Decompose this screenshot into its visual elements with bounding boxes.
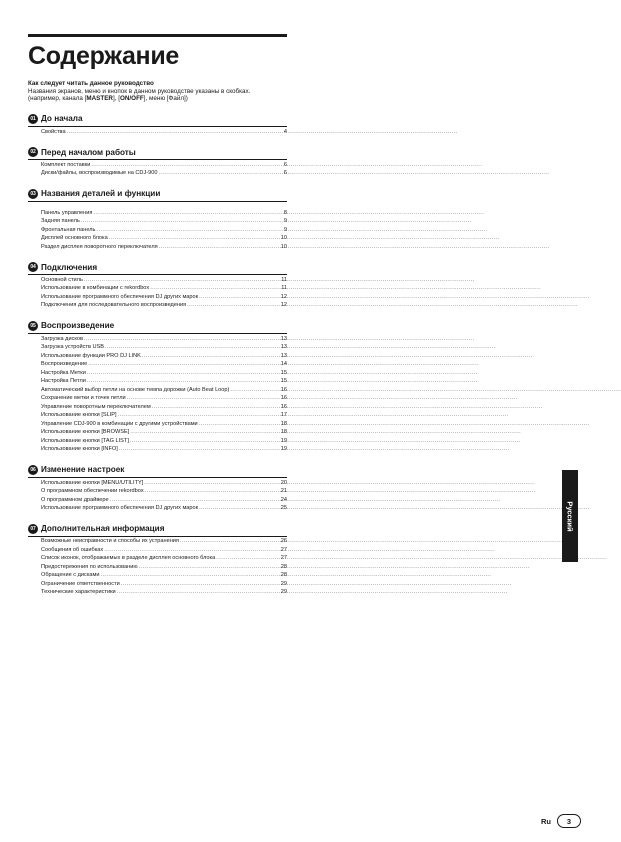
- section-rule: [28, 159, 287, 160]
- toc-entry[interactable]: [28, 301, 287, 310]
- section-heading: [28, 465, 287, 475]
- toc-dot-leader: [110, 496, 280, 505]
- toc-entry[interactable]: [28, 420, 287, 429]
- toc-entry[interactable]: [28, 284, 287, 293]
- toc-dot-leader: [158, 169, 282, 178]
- intro-heading: Как следует читать данное руководство: [28, 80, 154, 87]
- intro-line-2-mid: ], [: [112, 95, 120, 103]
- toc-section: [28, 114, 287, 136]
- toc-entry-label: Свойства: [41, 128, 66, 135]
- toc-entry[interactable]: [28, 437, 287, 446]
- toc-entry[interactable]: [28, 352, 287, 361]
- toc-entry-page: 16: [280, 395, 287, 402]
- toc-entry-label: Предостережения по использованию: [41, 563, 138, 570]
- toc-entry-label: Автоматический выбор петли на основе темпа дорожки (Auto Beat Loop): [41, 386, 230, 393]
- toc-entry[interactable]: [28, 243, 287, 252]
- toc-dot-leader: [180, 537, 280, 546]
- toc-entry[interactable]: [28, 537, 287, 546]
- toc-entry-page: 18: [280, 429, 287, 436]
- section-heading: [28, 524, 287, 534]
- toc-entry[interactable]: [28, 588, 287, 597]
- toc-entry-label: Загрузка устройств USB: [41, 344, 105, 351]
- toc-entry-label: Настройка Петли: [41, 378, 86, 385]
- page-number-badge: 3: [557, 814, 581, 828]
- toc-entry-label: Ограничение ответственности: [41, 580, 120, 587]
- toc-entry[interactable]: [28, 479, 287, 488]
- toc-dot-leader: [152, 403, 280, 412]
- toc-entry[interactable]: [28, 226, 287, 235]
- toc-entry[interactable]: [28, 411, 287, 420]
- toc-entry[interactable]: [28, 217, 287, 226]
- language-tab-label: Русский: [565, 500, 575, 532]
- toc-entry-label: Комплект поставки: [41, 161, 91, 168]
- toc-entry-page: 14: [280, 361, 287, 368]
- toc-section: [28, 465, 287, 513]
- toc-entry[interactable]: [28, 234, 287, 243]
- toc-entry-label: Фронтальная панель: [41, 226, 96, 233]
- toc-entry[interactable]: [28, 580, 287, 589]
- toc-entry[interactable]: [28, 276, 287, 285]
- toc-entry-page: 26: [280, 538, 287, 545]
- toc-entry-label: Технические характеристики: [41, 589, 116, 596]
- toc-dot-leader: [84, 335, 280, 344]
- toc-entry[interactable]: [28, 487, 287, 496]
- toc-entry-page: 15: [280, 378, 287, 385]
- toc-entry-label: Диски/файлы, воспроизводимые на CDJ-900: [41, 170, 158, 177]
- toc-dot-leader: [84, 276, 280, 285]
- section-title: Названия деталей и функции: [41, 189, 161, 199]
- page-title: Содержание: [28, 42, 180, 70]
- toc-entry-page: 29: [280, 580, 287, 587]
- toc-entry-label: Использование кнопки [MENU/UTILITY]: [41, 479, 144, 486]
- toc-entry-page: 6: [283, 161, 287, 168]
- toc-entry-label: Основной стиль: [41, 276, 83, 283]
- toc-entry-page: 12: [280, 293, 287, 300]
- toc-sections: [28, 114, 287, 597]
- toc-dot-leader: [199, 293, 280, 302]
- toc-dot-leader: [230, 386, 279, 395]
- toc-entry-page: 10: [280, 243, 287, 250]
- section-title: Дополнительная информация: [41, 524, 165, 534]
- toc-entry[interactable]: [28, 394, 287, 403]
- toc-entry[interactable]: [28, 554, 287, 563]
- title-top-rule: [28, 34, 287, 37]
- toc-entry-label: Загрузка дисков: [41, 335, 83, 342]
- toc-entry[interactable]: [28, 377, 287, 386]
- toc-entry[interactable]: [28, 169, 287, 178]
- section-rule: [28, 274, 287, 275]
- section-rule: [28, 477, 287, 478]
- toc-entry-label: Сохранение метки и точек петли: [41, 395, 126, 402]
- toc-dot-leader: [130, 437, 280, 446]
- section-rule: [28, 536, 287, 537]
- toc-dot-leader: [187, 301, 280, 310]
- toc-entry-label: Подключения для последовательного воспроизведения: [41, 302, 187, 309]
- section-rule: [28, 333, 287, 334]
- toc-dot-leader: [117, 588, 280, 597]
- toc-entry-page: 29: [280, 589, 287, 596]
- toc-entry-label: Использование программного обеспечения DJ других марок: [41, 505, 199, 512]
- toc-dot-leader: [144, 479, 279, 488]
- toc-entry-page: 6: [283, 170, 287, 177]
- toc-entry-page: 9: [283, 226, 287, 233]
- toc-entry-page: 13: [280, 335, 287, 342]
- toc-dot-leader: [139, 563, 280, 572]
- intro-line-2-suffix: ], меню [Файл]): [143, 95, 188, 103]
- toc-entry[interactable]: [28, 546, 287, 555]
- section-number-badge: 07: [28, 524, 38, 534]
- toc-section: [28, 262, 287, 310]
- toc-entry-page: 13: [280, 344, 287, 351]
- toc-entry-page: 11: [281, 285, 287, 292]
- toc-entry-label: Использование кнопки [SLIP]: [41, 412, 117, 419]
- page-footer: [541, 814, 581, 828]
- toc-entry[interactable]: [28, 293, 287, 302]
- toc-entry-label: Использование программного обеспечения DJ других марок: [41, 293, 199, 300]
- toc-entry[interactable]: [28, 571, 287, 580]
- toc-entry-page: 12: [280, 302, 287, 309]
- toc-entry[interactable]: [28, 428, 287, 437]
- section-heading: [28, 147, 287, 157]
- toc-entry-label: Раздел дисплея поворотного переключателя: [41, 243, 158, 250]
- toc-entry-label: Возможные неисправности и способы их устранения: [41, 538, 179, 545]
- toc-entry-page: 15: [280, 369, 287, 376]
- toc-entry[interactable]: [28, 386, 287, 395]
- intro-block: [28, 80, 287, 103]
- toc-dot-leader: [87, 369, 280, 378]
- toc-dot-leader: [104, 546, 280, 555]
- toc-entry[interactable]: [28, 343, 287, 352]
- toc-section: [28, 189, 287, 251]
- toc-entry[interactable]: [28, 403, 287, 412]
- toc-dot-leader: [199, 504, 280, 513]
- toc-entry-label: Список иконок, отображаемых в разделе дисплея основного блока: [41, 555, 216, 562]
- toc-entry-page: 9: [283, 218, 287, 225]
- toc-entry-page: 19: [280, 446, 287, 453]
- toc-dot-leader: [101, 571, 280, 580]
- toc-entry-page: 17: [280, 412, 287, 419]
- toc-dot-leader: [216, 554, 280, 563]
- footer-language-code: Ru: [541, 816, 551, 826]
- toc-entry-page: 25: [280, 505, 287, 512]
- toc-entry-label: Управление CDJ-900 в комбинации с другими устройствами: [41, 420, 198, 427]
- toc-entry-label: О программном драйвере: [41, 496, 109, 503]
- toc-section: [28, 524, 287, 597]
- toc-entry-label: Использование кнопки [INFO]: [41, 446, 118, 453]
- toc-entry-page: 18: [280, 420, 287, 427]
- toc-section: [28, 147, 287, 178]
- toc-entry-page: 16: [280, 386, 287, 393]
- toc-entry-label: Использование в комбинации с rekordbox: [41, 285, 150, 292]
- section-title: До начала: [41, 114, 83, 124]
- section-title: Перед началом работы: [41, 147, 136, 157]
- toc-entry[interactable]: [28, 369, 287, 378]
- section-heading: [28, 189, 287, 199]
- section-title: Подключения: [41, 262, 98, 272]
- toc-dot-leader: [67, 128, 283, 137]
- toc-dot-leader: [127, 394, 280, 403]
- toc-dot-leader: [91, 161, 283, 170]
- section-rule: [28, 126, 287, 127]
- toc-dot-leader: [96, 226, 282, 235]
- toc-entry-page: 19: [280, 437, 287, 444]
- toc-entry-label: О программном обеспечении rekordbox: [41, 488, 144, 495]
- toc-entry[interactable]: [28, 128, 287, 137]
- toc-dot-leader: [130, 428, 279, 437]
- intro-master-label: MASTER: [86, 95, 113, 103]
- section-number-badge: 04: [28, 262, 38, 272]
- toc-entry-page: 16: [280, 403, 287, 410]
- toc-entry-label: Настройка Метки: [41, 369, 86, 376]
- toc-entry-page: 21: [280, 488, 287, 495]
- toc-dot-leader: [93, 209, 282, 218]
- toc-dot-leader: [199, 420, 280, 429]
- toc-entry-page: 8: [283, 209, 287, 216]
- toc-dot-leader: [118, 411, 280, 420]
- section-title: Изменение настроек: [41, 465, 125, 475]
- toc-entry-label: Использование кнопки [TAG LIST]: [41, 437, 129, 444]
- toc-dot-leader: [142, 352, 280, 361]
- section-rule: [28, 201, 287, 202]
- toc-dot-leader: [105, 343, 280, 352]
- toc-entry-label: Использование функции PRO DJ LINK: [41, 352, 141, 359]
- intro-line-1: Названия экранов, меню и кнопок в данном руководстве указаны в скобках.: [28, 87, 251, 95]
- toc-dot-leader: [150, 284, 280, 293]
- toc-section: [28, 321, 287, 454]
- toc-entry-page: 11: [281, 276, 287, 283]
- toc-entry[interactable]: [28, 161, 287, 170]
- toc-entry-label: Управление поворотным переключателем: [41, 403, 151, 410]
- toc-dot-leader: [109, 234, 280, 243]
- section-heading: [28, 114, 287, 124]
- toc-entry[interactable]: [28, 335, 287, 344]
- toc-dot-leader: [121, 580, 280, 589]
- section-heading: [28, 321, 287, 331]
- toc-entry-page: 27: [280, 546, 287, 553]
- toc-entry-label: Задняя панель: [41, 218, 80, 225]
- section-heading: [28, 262, 287, 272]
- section-number-badge: 02: [28, 147, 38, 157]
- intro-line-2: [28, 95, 287, 103]
- toc-entry-label: Обращение с дисками: [41, 572, 100, 579]
- toc-entry[interactable]: [28, 504, 287, 513]
- toc-entry-page: 28: [280, 572, 287, 579]
- intro-on-off-label: ON/OFF: [119, 95, 144, 103]
- toc-entry[interactable]: [28, 445, 287, 454]
- toc-entry-page: 4: [283, 128, 287, 135]
- toc-entry-page: 13: [280, 352, 287, 359]
- toc-dot-leader: [145, 487, 280, 496]
- toc-dot-leader: [88, 360, 280, 369]
- language-tab: [562, 470, 578, 562]
- toc-entry-label: Панель управления: [41, 209, 93, 216]
- intro-line-2-prefix: (например, канала [: [28, 95, 87, 103]
- section-number-badge: 05: [28, 321, 38, 331]
- toc-entry-label: Воспроизведение: [41, 361, 88, 368]
- toc-dot-leader: [81, 217, 283, 226]
- toc-entry-page: 27: [280, 555, 287, 562]
- toc-column: [28, 34, 287, 597]
- toc-entry-page: 10: [280, 235, 287, 242]
- toc-entry[interactable]: [28, 496, 287, 505]
- toc-entry-label: Использование кнопки [BROWSE]: [41, 429, 130, 436]
- toc-entry[interactable]: [28, 360, 287, 369]
- toc-dot-leader: [159, 243, 280, 252]
- toc-dot-leader: [119, 445, 280, 454]
- section-number-badge: 06: [28, 465, 38, 475]
- toc-entry[interactable]: [28, 563, 287, 572]
- section-title: Воспроизведение: [41, 321, 115, 331]
- toc-entry-page: 24: [280, 496, 287, 503]
- section-number-badge: 01: [28, 114, 38, 124]
- toc-entry-page: 20: [280, 479, 287, 486]
- section-number-badge: 03: [28, 189, 38, 199]
- toc-entry[interactable]: [28, 209, 287, 218]
- toc-dot-leader: [87, 377, 280, 386]
- toc-entry-page: 28: [280, 563, 287, 570]
- toc-entry-label: Дисплей основного блока: [41, 235, 108, 242]
- toc-entry-label: Сообщения об ошибках: [41, 546, 104, 553]
